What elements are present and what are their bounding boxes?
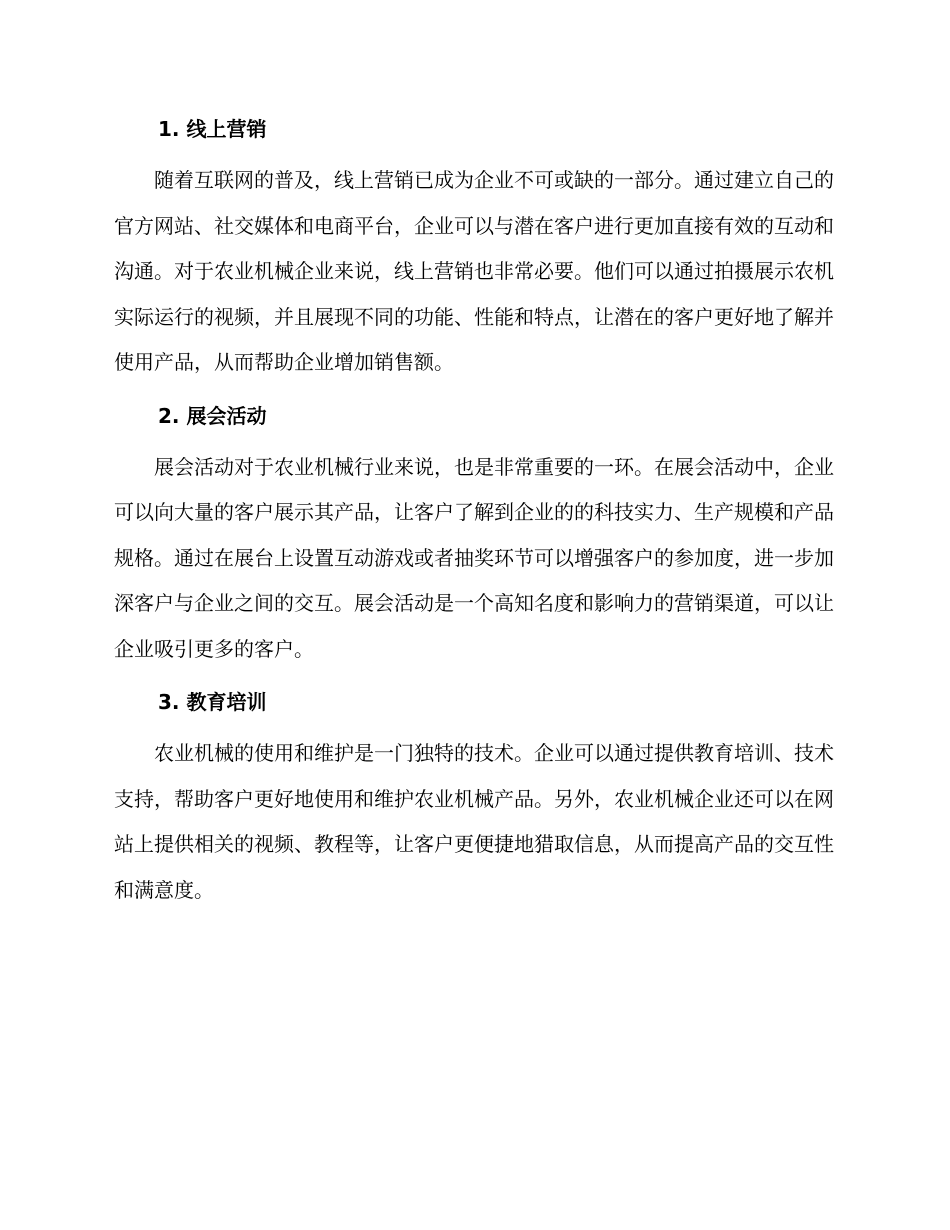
section-online-marketing [114,114,834,386]
section-exhibition [114,401,834,673]
section-heading: 1. 线上营销 [158,117,267,141]
section-paragraph: 农业机械的使用和维护是一门独特的技术。企业可以通过提供教育培训、技术支持，帮助客户更好地使用和维护农业机械产品。另外，农业机械企业还可以在网站上提供相关的视频、教程等，让客户更便捷地猎取信息，从而提高产品的交互性和满意度。 [114,741,834,902]
section-heading: 3. 教育培训 [158,690,267,714]
section-training [114,687,834,913]
section-paragraph: 展会活动对于农业机械行业来说，也是非常重要的一环。在展会活动中，企业可以向大量的客户展示其产品，让客户了解到企业的的科技实力、生产规模和产品规格。通过在展台上设置互动游戏或者抽奖环节可以增强客户的参加度，进一步加深客户与企业之间的交互。展会活动是一个高知名度和影响力的营销渠道，可以让企业吸引更多的客户。 [114,454,834,661]
section-paragraph: 随着互联网的普及，线上营销已成为企业不可或缺的一部分。通过建立自己的官方网站、社交媒体和电商平台，企业可以与潜在客户进行更加直接有效的互动和沟通。对于农业机械企业来说，线上营销也非常必要。他们可以通过拍摄展示农机实际运行的视频，并且展现不同的功能、性能和特点，让潜在的客户更好地了解并使用产品，从而帮助企业增加销售额。 [114,168,834,374]
section-heading: 2. 展会活动 [158,403,267,428]
document-page [114,114,834,928]
